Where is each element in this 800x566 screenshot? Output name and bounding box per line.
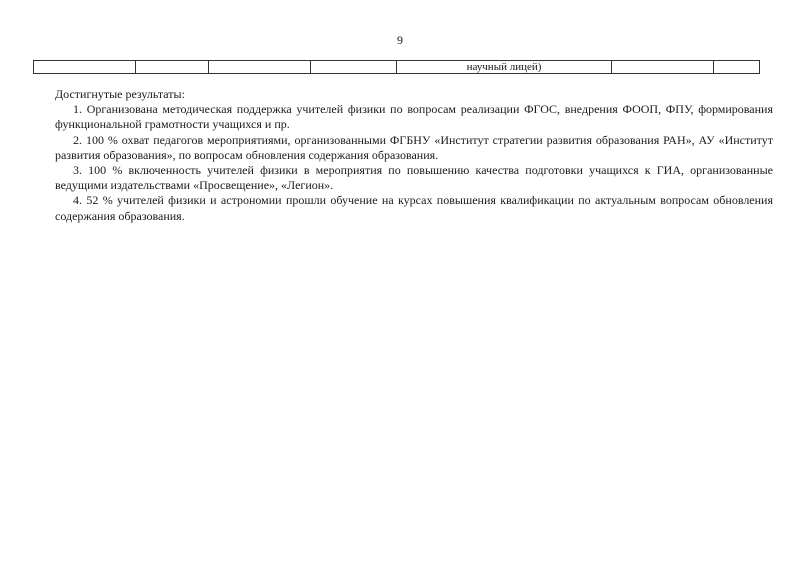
result-item [55, 133, 773, 163]
table-cell [612, 61, 714, 74]
result-number: 3. [73, 163, 82, 178]
result-number: 2. [73, 132, 82, 147]
table-cell: научный лицей) [397, 61, 612, 74]
table-cell [34, 61, 136, 74]
page-number: 9 [397, 33, 403, 47]
table-cell [209, 61, 311, 74]
result-number: 4. [73, 193, 82, 208]
results-heading: Достигнутые результаты: [55, 87, 185, 101]
results-section [55, 87, 773, 224]
result-text: Организована методическая поддержка учителей физики по вопросам реализации ФГОС, внедрения ФООП, ФПУ, формирования функциональной грамотности учащихся и пр. [55, 102, 774, 132]
result-item [55, 163, 773, 193]
result-item [55, 102, 773, 132]
table-fragment [33, 60, 760, 74]
result-text: 100 % охват педагогов мероприятиями, организованными ФГБНУ «Институт стратегии развития образования РАН», АУ «Институт развития образования», по вопросам обновления содержания образования. [55, 132, 773, 162]
result-number: 1. [73, 102, 82, 117]
table-cell [311, 61, 397, 74]
result-item [55, 193, 773, 223]
result-text: 100 % включенность учителей физики в мероприятия по повышению качества подготовки учащихся к ГИА, организованные ведущими издательствами «Просвещение», «Легион». [55, 163, 773, 193]
result-text: 52 % учителей физики и астрономии прошли обучение на курсах повышения квалификации по актуальным вопросам обновления содержания образования. [55, 193, 773, 223]
table-cell [714, 61, 760, 74]
table-cell [136, 61, 209, 74]
table-row [34, 61, 760, 74]
